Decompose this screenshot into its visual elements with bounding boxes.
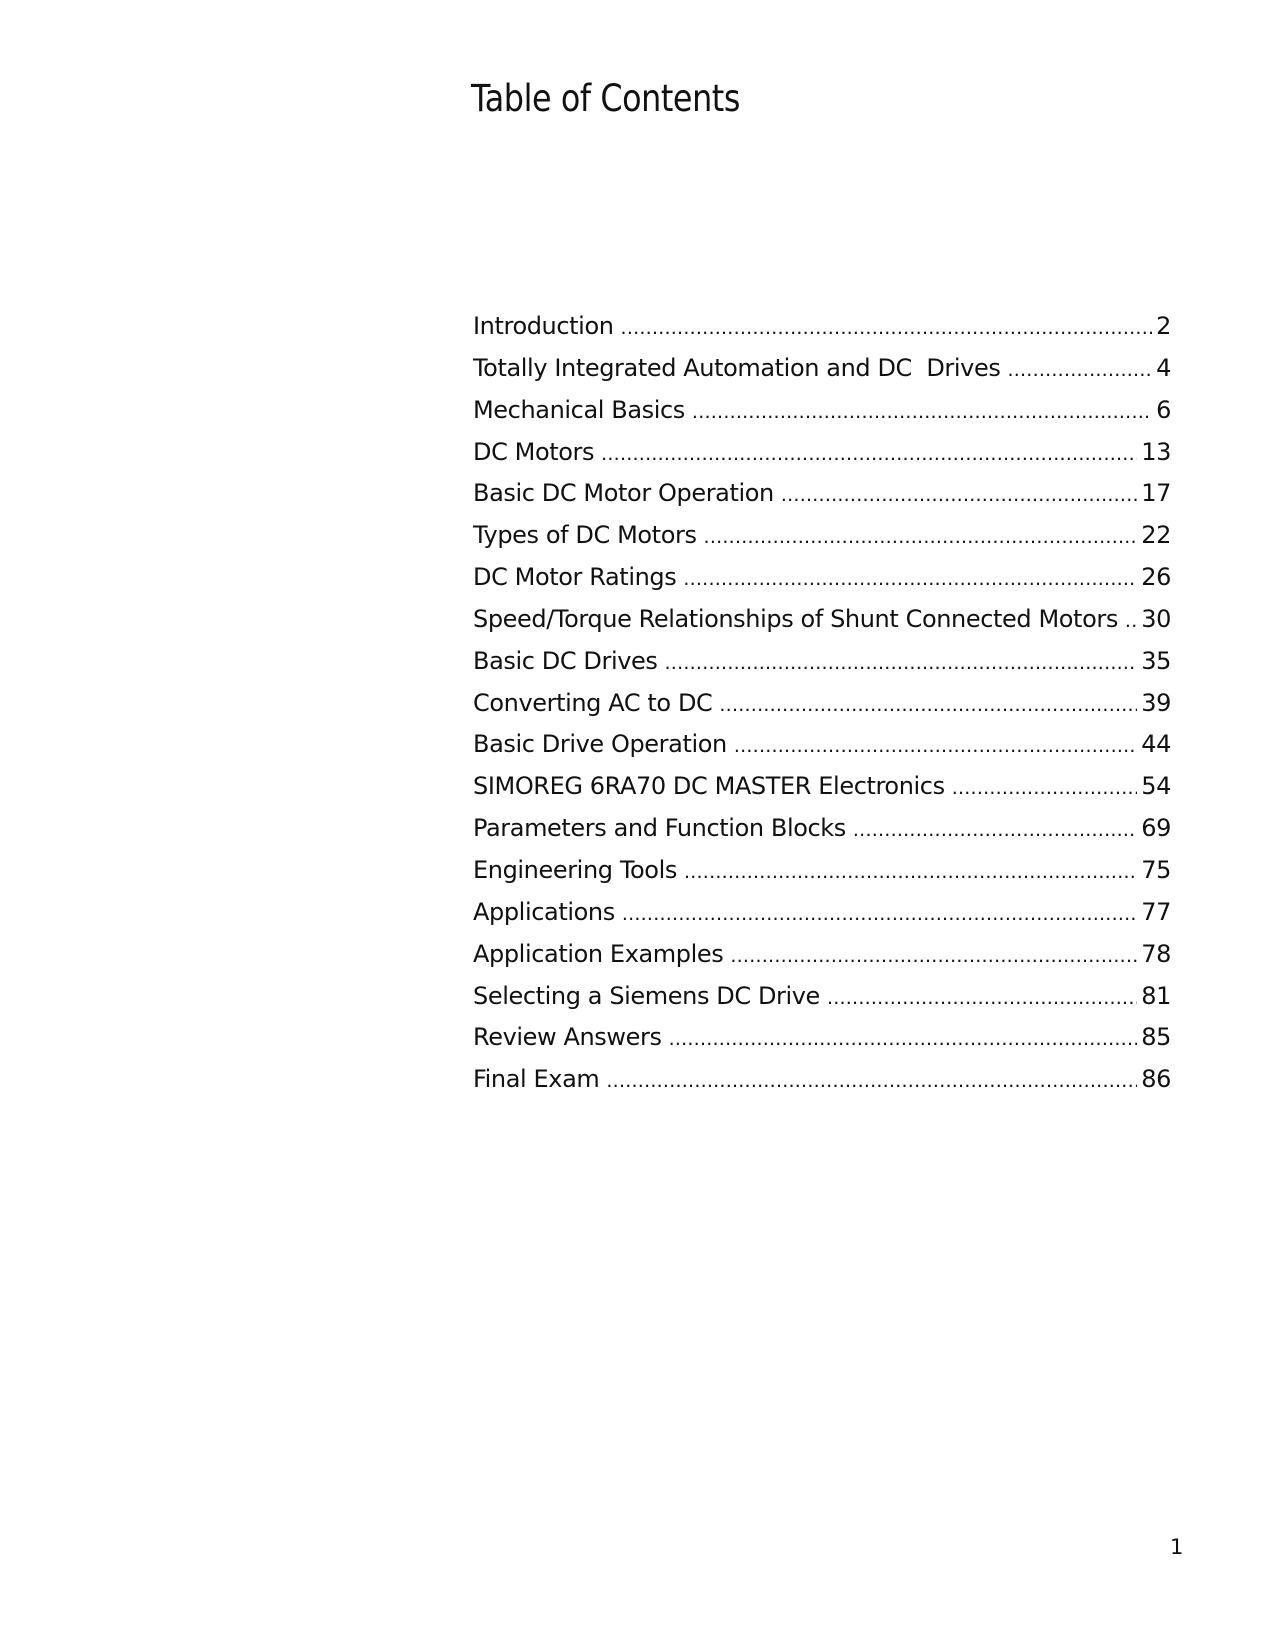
toc-entry[interactable] bbox=[473, 897, 1171, 942]
toc-entry-page: 77 bbox=[1141, 897, 1171, 926]
toc-dot-leader bbox=[853, 821, 1137, 840]
toc-entry-label: Applications bbox=[473, 897, 615, 926]
toc-entry-label: DC Motor Ratings bbox=[473, 563, 677, 592]
toc-entry[interactable] bbox=[473, 314, 1171, 356]
toc-entry-label: Basic DC Motor Operation bbox=[473, 479, 774, 508]
toc-entry[interactable] bbox=[473, 1025, 1171, 1067]
toc-entry-label: Types of DC Motors bbox=[473, 521, 697, 550]
toc-entry[interactable] bbox=[473, 1067, 1171, 1109]
toc-entry-label: Selecting a Siemens DC Drive bbox=[473, 981, 820, 1010]
toc-entry-label: Parameters and Function Blocks bbox=[473, 814, 846, 843]
toc-entry-label: SIMOREG 6RA70 DC MASTER Electronics bbox=[473, 772, 945, 801]
toc-entry-label: Review Answers bbox=[473, 1023, 662, 1052]
toc-dot-leader bbox=[601, 445, 1137, 464]
toc-dot-leader bbox=[704, 528, 1138, 547]
toc-entry-page: 86 bbox=[1141, 1065, 1171, 1094]
toc-entry[interactable] bbox=[473, 981, 1171, 1026]
toc-entry-label: Speed/Torque Relationships of Shunt Connected Motors bbox=[473, 604, 1118, 633]
toc-entry-page: 44 bbox=[1141, 730, 1171, 759]
toc-entry-page: 13 bbox=[1141, 437, 1171, 466]
toc-entry-page: 30 bbox=[1141, 604, 1171, 633]
toc-entry-label: Engineering Tools bbox=[473, 855, 677, 884]
toc-entry[interactable] bbox=[473, 646, 1171, 691]
toc-entry-label: DC Motors bbox=[473, 437, 595, 466]
toc-dot-leader bbox=[684, 863, 1137, 882]
toc-entry[interactable] bbox=[473, 395, 1171, 440]
toc-entry[interactable] bbox=[473, 855, 1171, 900]
toc-dot-leader bbox=[1007, 361, 1152, 380]
toc-dot-leader bbox=[719, 696, 1137, 715]
toc-entry-page: 2 bbox=[1156, 312, 1171, 340]
toc-dot-leader bbox=[781, 486, 1137, 505]
toc-dot-leader bbox=[734, 737, 1137, 756]
toc-entry-label: Application Examples bbox=[473, 939, 724, 968]
toc-entry[interactable] bbox=[473, 688, 1171, 733]
toc-dot-leader bbox=[1125, 612, 1137, 631]
toc-entry-page: 17 bbox=[1141, 479, 1171, 508]
toc-entry-page: 85 bbox=[1141, 1023, 1171, 1052]
table-of-contents bbox=[473, 314, 1171, 1109]
toc-entry-page: 26 bbox=[1141, 563, 1171, 592]
toc-entry-page: 35 bbox=[1141, 646, 1171, 675]
toc-dot-leader bbox=[665, 654, 1138, 673]
toc-dot-leader bbox=[683, 570, 1137, 589]
toc-entry-label: Final Exam bbox=[473, 1065, 600, 1094]
toc-entry[interactable] bbox=[473, 353, 1171, 398]
toc-entry-label: Introduction bbox=[473, 312, 614, 340]
toc-dot-leader bbox=[606, 1072, 1137, 1091]
toc-entry-page: 22 bbox=[1141, 521, 1171, 550]
toc-entry-page: 54 bbox=[1141, 772, 1171, 801]
toc-entry-label: Totally Integrated Automation and DC Drives bbox=[473, 353, 1001, 382]
toc-entry-page: 39 bbox=[1141, 688, 1171, 717]
toc-entry-page: 81 bbox=[1141, 981, 1171, 1010]
toc-entry-page: 6 bbox=[1156, 395, 1171, 424]
toc-entry[interactable] bbox=[473, 732, 1171, 774]
toc-entry-label: Mechanical Basics bbox=[473, 395, 685, 424]
toc-dot-leader bbox=[621, 319, 1153, 338]
toc-entry-page: 78 bbox=[1141, 939, 1171, 968]
toc-entry[interactable] bbox=[473, 604, 1171, 649]
toc-entry[interactable] bbox=[473, 523, 1171, 565]
toc-entry-label: Basic Drive Operation bbox=[473, 730, 727, 759]
toc-entry[interactable] bbox=[473, 481, 1171, 523]
toc-dot-leader bbox=[622, 905, 1137, 924]
toc-entry[interactable] bbox=[473, 939, 1171, 984]
toc-entry[interactable] bbox=[473, 565, 1171, 607]
toc-dot-leader bbox=[730, 947, 1137, 966]
page-title: Table of Contents bbox=[471, 77, 741, 120]
toc-entry-page: 69 bbox=[1141, 814, 1171, 843]
toc-entry-label: Basic DC Drives bbox=[473, 646, 658, 675]
toc-dot-leader bbox=[827, 989, 1137, 1008]
toc-entry-page: 4 bbox=[1156, 353, 1171, 382]
toc-dot-leader bbox=[669, 1030, 1138, 1049]
page-number: 1 bbox=[1170, 1535, 1184, 1559]
toc-dot-leader bbox=[692, 403, 1152, 422]
toc-entry[interactable] bbox=[473, 774, 1171, 816]
toc-entry-label: Converting AC to DC bbox=[473, 688, 713, 717]
toc-dot-leader bbox=[952, 779, 1138, 798]
toc-entry[interactable] bbox=[473, 816, 1171, 858]
toc-entry-page: 75 bbox=[1141, 855, 1171, 884]
toc-entry[interactable] bbox=[473, 437, 1171, 482]
